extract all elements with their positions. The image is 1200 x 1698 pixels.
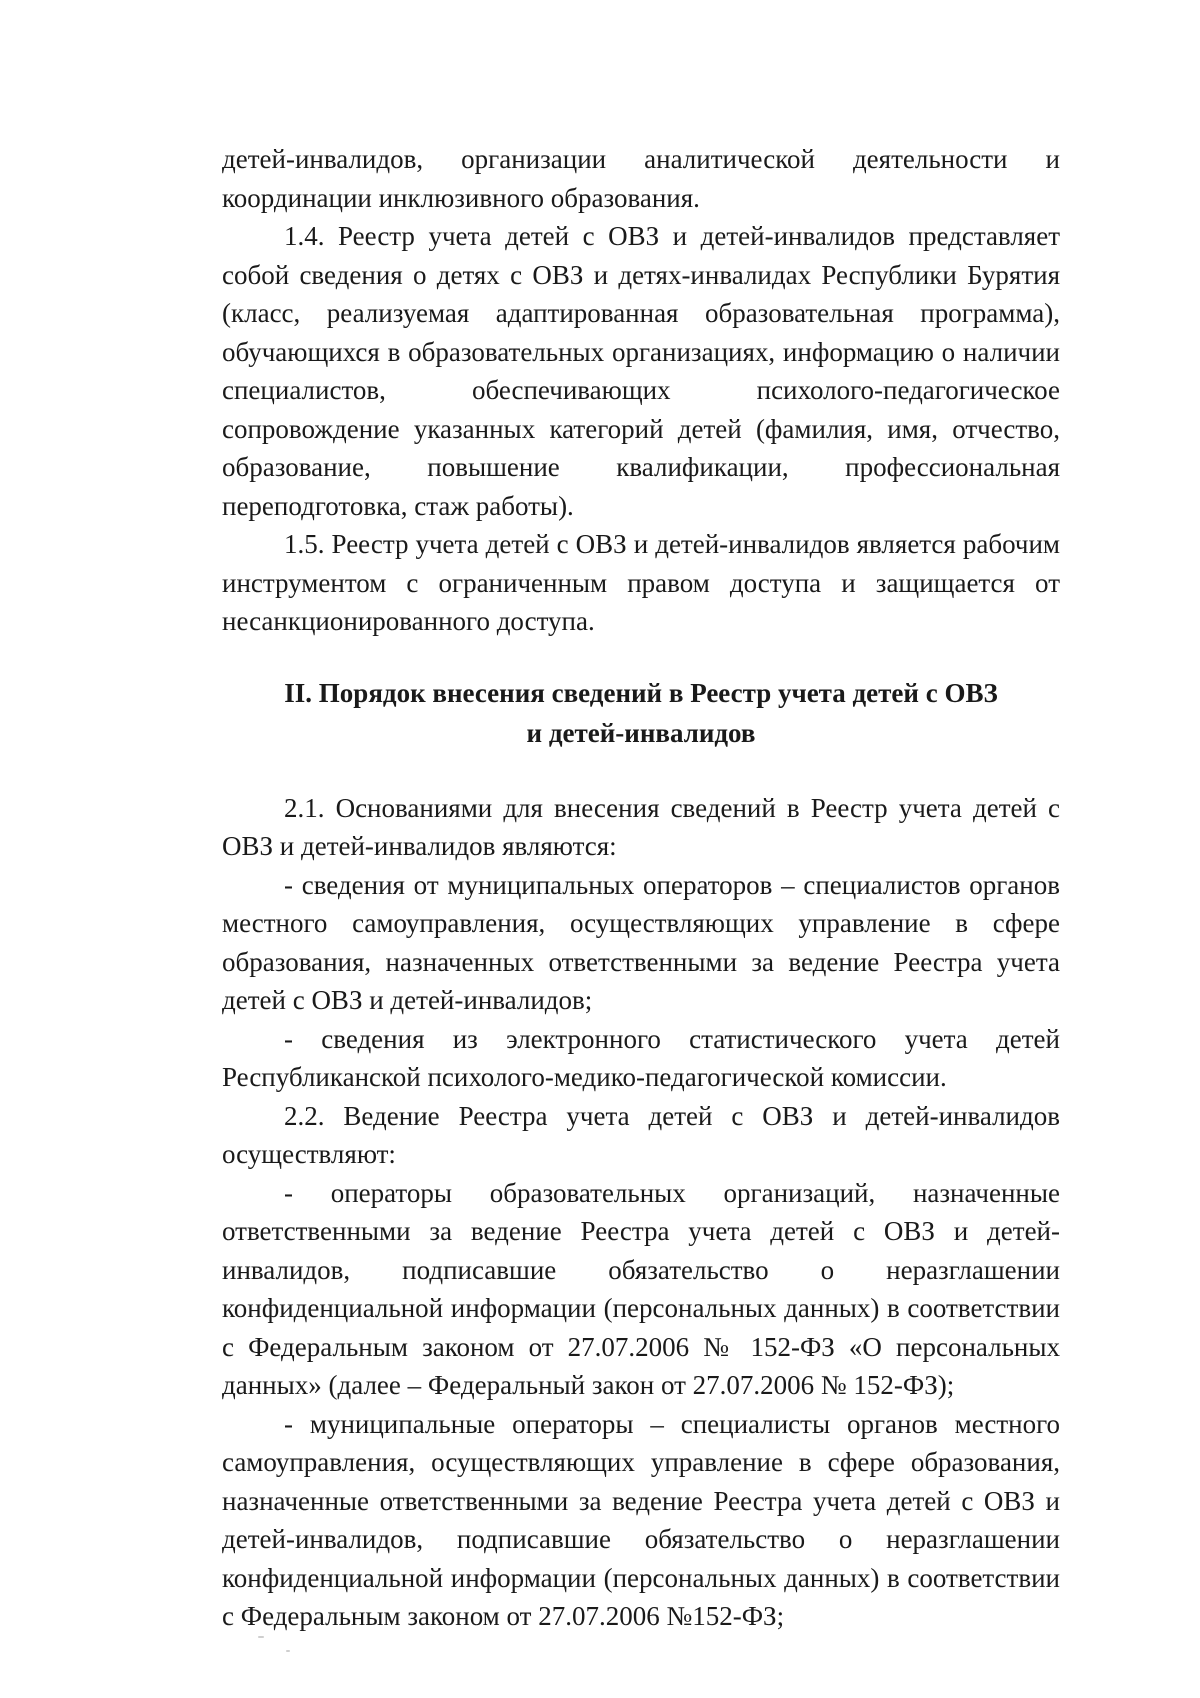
list-item-municipal-operators: - муниципальные операторы – специалисты органов местного самоуправления, осуществляющих управление в сфере образования, назначенные ответственными за ведение Реестра учета детей с ОВЗ и детей-инвалидов, подписавшие обязательство о неразглашении конфиденциальной информации (персональных данных) в соответствии с Федеральным законом от 27.07.2006 №152-ФЗ; bbox=[222, 1408, 1060, 1631]
section-heading-line-1: II. Порядок внесения сведений в Реестр учета детей с ОВЗ bbox=[284, 677, 998, 708]
section-heading-line-2: и детей-инвалидов bbox=[526, 717, 756, 748]
paragraph-2-2: 2.2. Ведение Реестра учета детей с ОВЗ и детей-инвалидов осуществляют: bbox=[222, 1100, 1060, 1169]
section-heading bbox=[222, 673, 1060, 753]
paragraph-continuation: детей-инвалидов, организации аналитической деятельности и координации инклюзивного образования. bbox=[222, 144, 1060, 213]
paragraph-1-4: 1.4. Реестр учета детей с ОВЗ и детей-инвалидов представляет собой сведения о детях с ОВЗ и детях-инвалидах Республики Бурятия (класс, реализуемая адаптированная образовательная программа), обучающихся в образовательных организациях, информацию о наличии специалистов, обеспечивающих психолого-педагогическое сопровождение указанных категорий детей (фамилия, имя, отчество, образование, повышение квалификации, профессиональная переподготовка, стаж работы). bbox=[222, 221, 1060, 521]
paragraph-2-1: 2.1. Основаниями для внесения сведений в Реестр учета детей с ОВЗ и детей-инвалидов являются: bbox=[222, 792, 1060, 861]
list-item-municipal-operators-info: - сведения от муниципальных операторов – специалистов органов местного самоуправления, осуществляющих управление в сфере образования, назначенных ответственными за ведение Реестра учета детей с ОВЗ и детей-инвалидов; bbox=[222, 869, 1060, 1015]
list-item-electronic-statistics: - сведения из электронного статистического учета детей Республиканской психолого-медико-педагогической комиссии. bbox=[222, 1023, 1060, 1092]
document-body bbox=[222, 140, 1060, 1636]
scan-artifact bbox=[258, 1636, 264, 1638]
list-item-organization-operators: - операторы образовательных организаций, назначенные ответственными за ведение Реестра учета детей с ОВЗ и детей-инвалидов, подписавшие обязательство о неразглашении конфиденциальной информации (персональных данных) в соответствии с Федеральным законом от 27.07.2006 № 152-ФЗ «О персональных данных» (далее – Федеральный закон от 27.07.2006 № 152-ФЗ); bbox=[222, 1177, 1060, 1400]
scan-artifact bbox=[286, 1650, 290, 1652]
paragraph-1-5: 1.5. Реестр учета детей с ОВЗ и детей-инвалидов является рабочим инструментом с ограниченным правом доступа и защищается от несанкционированного доступа. bbox=[222, 529, 1060, 636]
